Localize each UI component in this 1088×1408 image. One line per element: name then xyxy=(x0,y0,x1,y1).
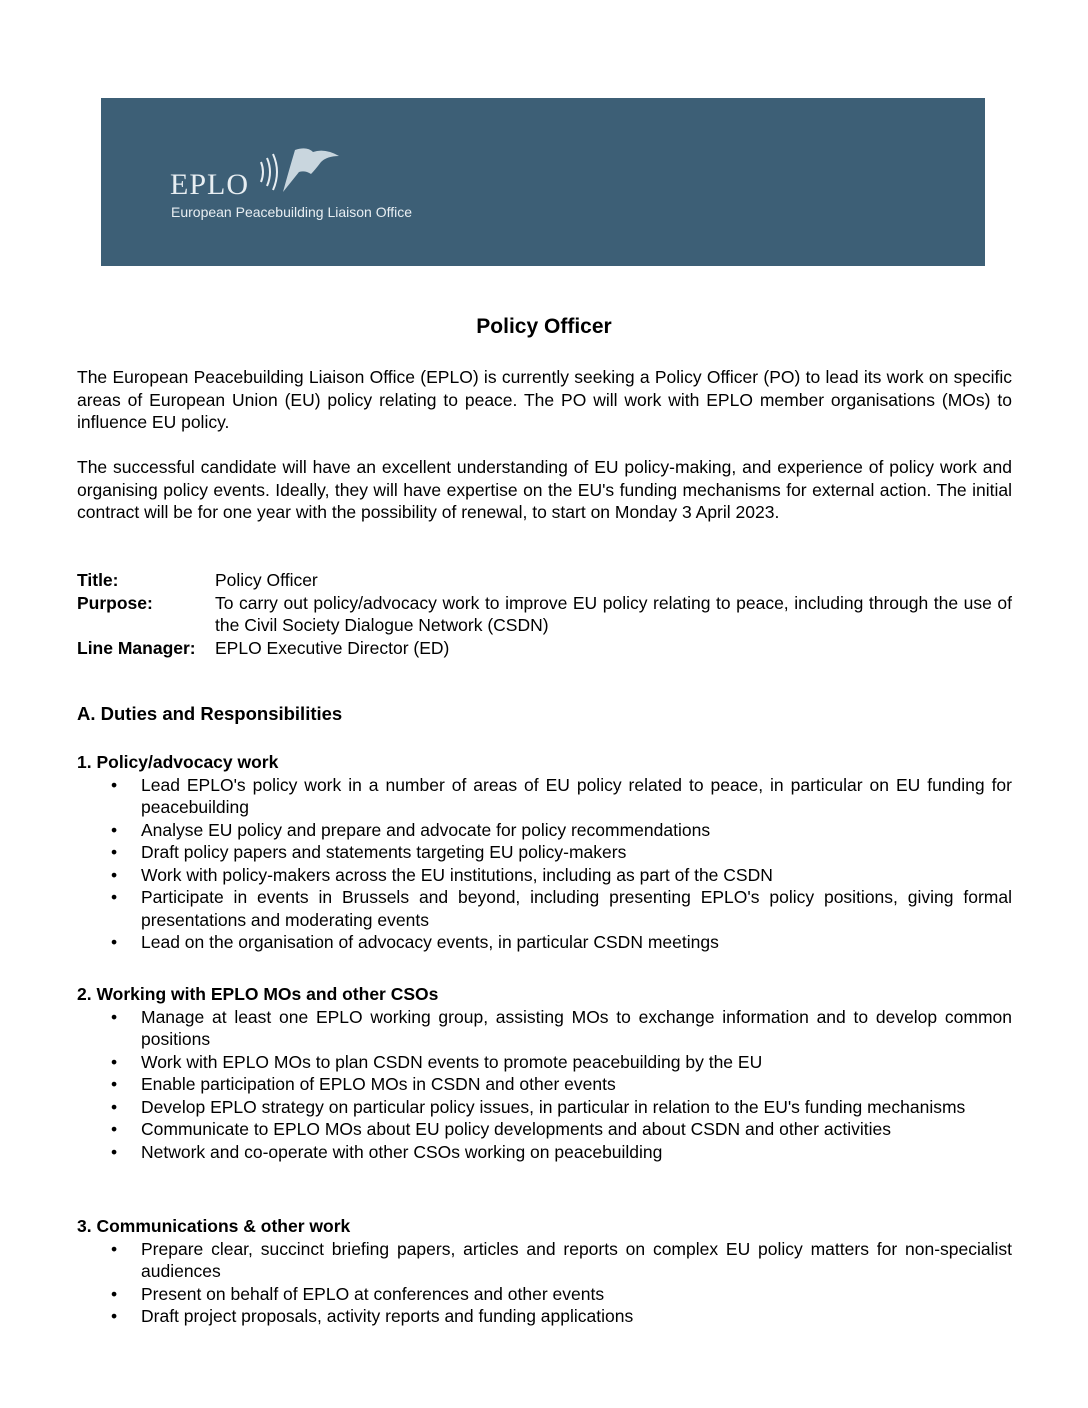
bullet-icon: • xyxy=(111,1119,118,1139)
duty-group-2 xyxy=(77,983,1012,1163)
bullet-icon: • xyxy=(111,1141,118,1162)
list-item-text: Work with EPLO MOs to plan CSDN events to promote peacebuilding by the EU xyxy=(141,1051,763,1072)
list-item-text: Manage at least one EPLO working group, assisting MOs to exchange information and to develop common positions xyxy=(141,1006,1012,1049)
list-item-text: Enable participation of EPLO MOs in CSDN and other events xyxy=(141,1074,616,1094)
bullet-icon: • xyxy=(111,819,118,840)
list-item xyxy=(77,819,1012,842)
group-heading: 1. Policy/advocacy work xyxy=(77,752,279,772)
duty-group-3 xyxy=(77,1215,1012,1328)
group-heading: 3. Communications & other work xyxy=(77,1216,351,1236)
bullet-icon: • xyxy=(111,1006,118,1027)
list-item-text: Analyse EU policy and prepare and advocate for policy recommendations xyxy=(141,819,711,840)
page-title: Policy Officer xyxy=(476,315,612,338)
section-heading: A. Duties and Responsibilities xyxy=(77,703,343,724)
bullet-list xyxy=(77,774,1012,954)
list-item-text: Network and co-operate with other CSOs working on peacebuilding xyxy=(141,1141,663,1162)
bullet-icon: • xyxy=(111,932,118,952)
logo-subtitle: European Peacebuilding Liaison Office xyxy=(171,204,413,220)
list-item-text: Lead EPLO's policy work in a number of areas of EU policy related to peace, in particular on EU funding for peacebuilding xyxy=(141,774,1012,817)
bullet-icon: • xyxy=(111,887,118,907)
header-banner xyxy=(101,98,985,266)
list-item xyxy=(77,1006,1012,1051)
list-item xyxy=(77,1141,1012,1164)
meta-row-purpose xyxy=(77,592,1012,637)
intro-para-1-wrap xyxy=(77,366,1012,434)
meta-row-title xyxy=(77,569,1012,592)
list-item-text: Work with policy-makers across the EU institutions, including as part of the CSDN xyxy=(141,864,773,885)
bullet-icon: • xyxy=(111,774,118,795)
list-item xyxy=(77,1283,1012,1306)
list-item xyxy=(77,841,1012,864)
list-item xyxy=(77,1305,1012,1328)
bullet-icon: • xyxy=(111,864,118,885)
list-item xyxy=(77,1051,1012,1074)
bullet-icon: • xyxy=(111,1238,118,1259)
list-item-text: Communicate to EPLO MOs about EU policy developments and about CSDN and other activities xyxy=(141,1119,891,1139)
logo-wordmark: EPLO xyxy=(170,168,249,201)
list-item xyxy=(77,1238,1012,1283)
list-item xyxy=(77,1096,1012,1119)
group-heading: 2. Working with EPLO MOs and other CSOs xyxy=(77,984,439,1004)
list-item xyxy=(77,864,1012,887)
list-item-text: Participate in events in Brussels and beyond, including presenting EPLO's policy positions, giving formal presentations and moderating events xyxy=(141,887,1012,930)
bullet-icon: • xyxy=(111,1051,118,1072)
bullet-icon: • xyxy=(111,842,118,862)
intro-paragraph: The successful candidate will have an excellent understanding of EU policy-making, and experience of policy work and organising policy events. Ideally, they will have expertise on the EU's funding mechanisms for external action. The initial contract will be for one year with the possibility of renewal, to start on Monday 3 April 2023. xyxy=(77,457,1012,522)
meta-value: Policy Officer xyxy=(215,570,318,590)
bullet-list xyxy=(77,1006,1012,1164)
job-meta xyxy=(77,569,1012,659)
bullet-icon: • xyxy=(111,1096,118,1117)
meta-value: To carry out policy/advocacy work to improve EU policy relating to peace, including through the use of the Civil Society Dialogue Network (CSDN) xyxy=(215,592,1012,635)
list-item xyxy=(77,931,1012,954)
list-item-text: Develop EPLO strategy on particular policy issues, in particular in relation to the EU's funding mechanisms xyxy=(141,1096,966,1117)
meta-value: EPLO Executive Director (ED) xyxy=(215,637,450,658)
intro-para-2-wrap xyxy=(77,456,1012,524)
list-item-text: Prepare clear, succinct briefing papers, articles and reports on complex EU policy matters for non-specialist audiences xyxy=(141,1238,1012,1281)
list-item xyxy=(77,1073,1012,1096)
intro-paragraph: The European Peacebuilding Liaison Office (EPLO) is currently seeking a Policy Officer (PO) to lead its work on specific areas of European Union (EU) policy relating to peace. The PO will work with EPLO member organisations (MOs) to influence EU policy. xyxy=(77,367,1012,432)
list-item-text: Lead on the organisation of advocacy events, in particular CSDN meetings xyxy=(141,932,719,952)
list-item-text: Draft policy papers and statements targeting EU policy-makers xyxy=(141,842,627,862)
meta-key: Purpose: xyxy=(77,592,153,613)
meta-key: Title: xyxy=(77,570,119,590)
dove-logo-icon xyxy=(255,142,341,198)
bullet-icon: • xyxy=(111,1074,118,1094)
bullet-icon: • xyxy=(111,1306,118,1326)
bullet-icon: • xyxy=(111,1283,118,1304)
list-item xyxy=(77,1118,1012,1141)
meta-row-line-manager xyxy=(77,637,1012,660)
meta-key: Line Manager: xyxy=(77,637,196,658)
bullet-list xyxy=(77,1238,1012,1328)
list-item xyxy=(77,774,1012,819)
list-item-text: Present on behalf of EPLO at conferences and other events xyxy=(141,1283,605,1304)
duty-group-1 xyxy=(77,751,1012,954)
list-item-text: Draft project proposals, activity reports and funding applications xyxy=(141,1306,634,1326)
list-item xyxy=(77,886,1012,931)
